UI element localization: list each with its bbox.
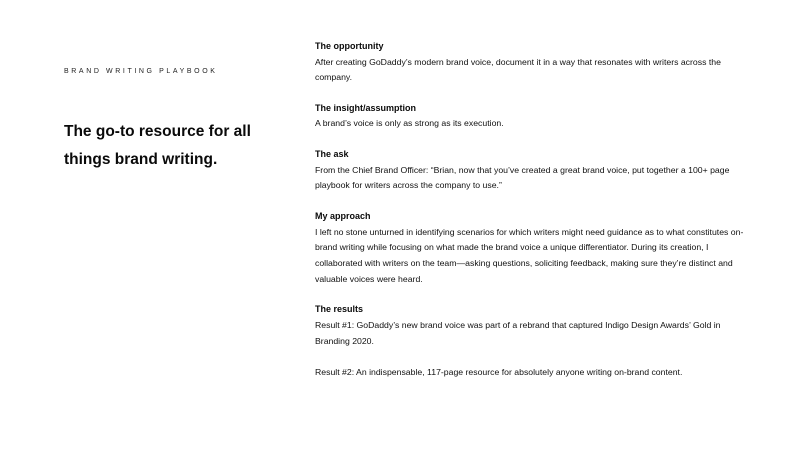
result-paragraph-2: Result #2: An indispensable, 117-page resource for absolutely anyone writing on-brand content. [315,366,683,377]
section-paragraph: From the Chief Brand Officer: “Brian, now that you’ve created a great brand voice, put together a 100+ page playbook for writers across the company to use.” [315,164,730,191]
section-results [315,302,745,380]
case-study-content [315,39,745,396]
section-title: The results [315,304,364,315]
section-insight [315,101,745,132]
section-body [315,318,745,381]
section-paragraph: A brand’s voice is only as strong as its execution. [315,118,504,129]
section-paragraph: I left no stone unturned in identifying scenarios for which writers might need guidance as to what constitutes on-brand writing while focusing on what made the brand voice a unique differentiator. During its creation, I collaborated with writers on the team—asking questions, soliciting feedback, making sure they’re distinct and valuable voices were heard. [315,226,744,284]
section-title: My approach [315,211,371,222]
section-title: The insight/assumption [315,102,417,113]
section-body [315,163,745,194]
section-approach [315,209,745,287]
section-ask [315,147,745,194]
eyebrow-label: BRAND WRITING PLAYBOOK [64,68,218,75]
section-body [315,225,745,288]
page-headline: The go-to resource for all things brand writing. [64,123,251,168]
section-body [315,55,745,86]
section-opportunity [315,39,745,86]
section-body [315,116,745,132]
section-paragraph: After creating GoDaddy’s modern brand voice, document it in a way that resonates with writers across the company. [315,56,721,83]
section-title: The opportunity [315,41,384,51]
result-paragraph-1: Result #1: GoDaddy’s new brand voice was part of a rebrand that captured Indigo Design Awards’ Gold in Branding 2020. [315,319,721,346]
section-title: The ask [315,149,349,160]
